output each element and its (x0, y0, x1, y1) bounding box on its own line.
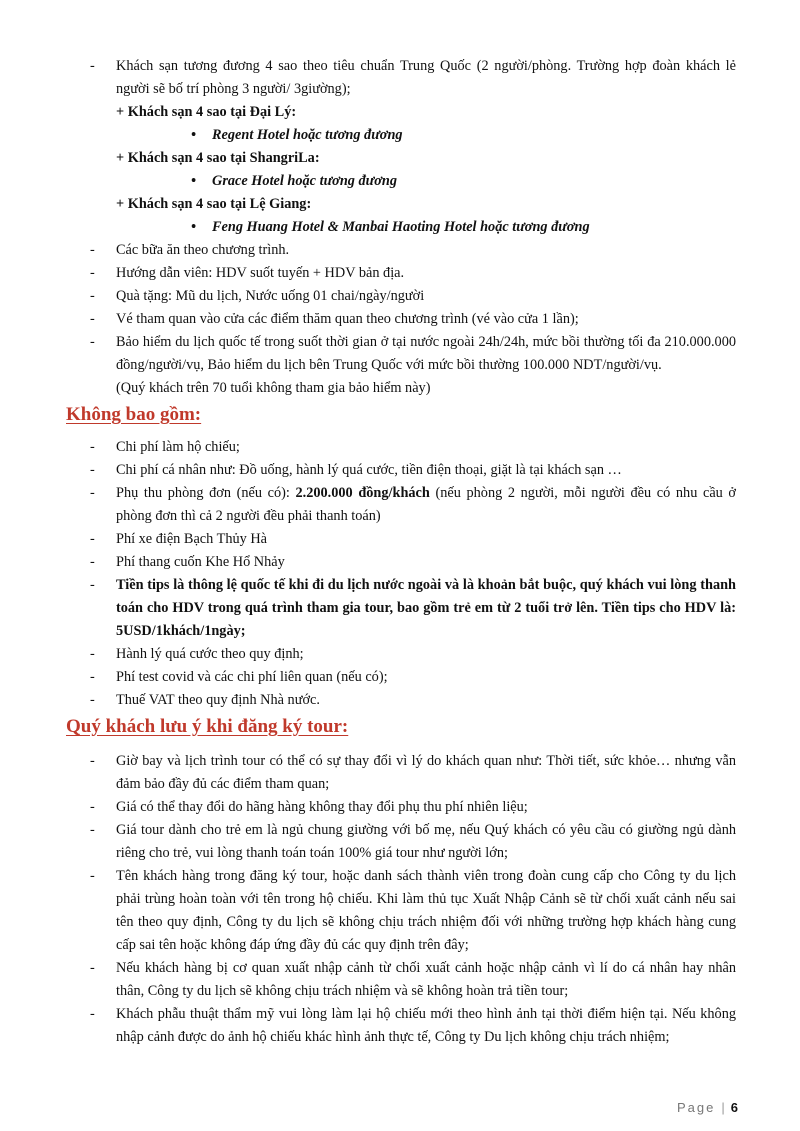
personal-cost-text: Chi phí cá nhân như: Đồ uống, hành lý quá cước, tiền điện thoại, giặt là tại khách sạn … (116, 462, 622, 478)
list-item (0, 750, 800, 796)
dash-bullet: - (90, 462, 95, 478)
list-item (0, 666, 800, 689)
dash-bullet: - (90, 799, 95, 815)
hotel-bullet (0, 216, 800, 239)
list-item (0, 262, 800, 285)
list-item (0, 55, 800, 101)
hotel-group-title: + Khách sạn 4 sao tại Đại Lý: (116, 104, 297, 120)
list-item (0, 528, 800, 551)
bullet-dot-icon: • (191, 127, 197, 143)
dash-bullet: - (90, 265, 95, 281)
excluded-heading: Không bao gồm: (66, 404, 202, 425)
dash-bullet: - (90, 288, 95, 304)
excess-baggage-text: Hành lý quá cước theo quy định; (116, 646, 304, 662)
list-item (0, 957, 800, 1003)
page-label: Page (677, 1100, 716, 1115)
list-item (0, 459, 800, 482)
note-text: Tên khách hàng trong đăng ký tour, hoặc danh sách thành viên trong đoàn cung cấp cho Công ty du lịch phải trùng hoàn toàn với tên trong hộ chiếu. Khi làm thủ tục Xuất Nhập Cảnh sẽ từ chối xuất cảnh nếu sai tên theo quy định, Công ty du lịch sẽ không chịu trách nhiệm đối với những trường hợp khách hàng cung cấp sai tên hoặc không đáp ứng đầy đủ các quy định trên đây; (116, 868, 736, 953)
insurance-note: (Quý khách trên 70 tuổi không tham gia bảo hiểm này) (116, 380, 431, 396)
dash-bullet: - (90, 868, 95, 884)
dash-bullet: - (90, 439, 95, 455)
note-text: Nếu khách hàng bị cơ quan xuất nhập cảnh từ chối xuất cảnh hoặc nhập cảnh vì lí do cá nhân hay nhân thân, Công ty du lịch sẽ không chịu trách nhiệm và sẽ không hoàn trả tiền tour; (116, 960, 736, 999)
dash-bullet: - (90, 753, 95, 769)
electric-car-fee-text: Phí xe điện Bạch Thủy Hà (116, 531, 268, 547)
list-item (0, 551, 800, 574)
dash-bullet: - (90, 646, 95, 662)
dash-bullet: - (90, 242, 95, 258)
list-item (0, 689, 800, 712)
hotel-name: Feng Huang Hotel & Manbai Haoting Hotel hoặc tương đương (212, 219, 590, 235)
bullet-dot-icon: • (191, 173, 197, 189)
hotel-name: Grace Hotel hoặc tương đương (212, 173, 397, 189)
note-text: Giờ bay và lịch trình tour có thể có sự thay đổi vì lý do khách quan như: Thời tiết, sức khỏe… nhưng vẫn đảm bảo đầy đủ các điểm tham quan; (116, 753, 736, 792)
escalator-fee-text: Phí thang cuốn Khe Hổ Nhảy (116, 554, 285, 570)
list-item (0, 331, 800, 377)
hotel-group-title: + Khách sạn 4 sao tại ShangriLa: (116, 150, 320, 166)
insurance-text: Bảo hiểm du lịch quốc tế trong suốt thời gian ở tại nước ngoài 24h/24h, mức bồi thường tối đa 210.000.000 đồng/người/vụ, Bảo hiểm du lịch bên Trung Quốc với mức bồi thường 100.000 NDT/người/vụ. (116, 334, 736, 373)
list-item (0, 796, 800, 819)
note-text: Giá có thể thay đổi do hãng hàng không thay đổi phụ thu phí nhiên liệu; (116, 799, 528, 815)
list-item (0, 285, 800, 308)
page-separator: | (721, 1100, 725, 1115)
list-item (0, 308, 800, 331)
single-room-text (116, 482, 736, 528)
excluded-list (0, 436, 800, 712)
vat-text: Thuế VAT theo quy định Nhà nước. (116, 692, 320, 708)
list-item (0, 482, 800, 528)
bullet-dot-icon: • (191, 219, 197, 235)
dash-bullet: - (90, 334, 95, 350)
dash-bullet: - (90, 311, 95, 327)
list-item (0, 436, 800, 459)
note-text: Giá tour dành cho trẻ em là ngủ chung giường với bố mẹ, nếu Quý khách có yêu cầu có giường ngủ dành riêng cho trẻ, vui lòng thanh toán toán 100% giá tour như người lớn; (116, 822, 736, 861)
guide-text: Hướng dẫn viên: HDV suốt tuyến + HDV bản địa. (116, 265, 405, 281)
single-room-price: 2.200.000 đồng/khách (295, 485, 430, 501)
hotel-group-title: + Khách sạn 4 sao tại Lệ Giang: (116, 196, 312, 212)
list-item (0, 574, 800, 643)
dash-bullet: - (90, 554, 95, 570)
hotel-standard-text: Khách sạn tương đương 4 sao theo tiêu chuẩn Trung Quốc (2 người/phòng. Trường hợp đoàn khách lẻ người sẽ bố trí phòng 3 người/ 3giường); (116, 58, 736, 97)
single-room-detail: (nếu phòng 2 người, mỗi người đều có nhu cầu ở phòng đơn thì cả 2 người đều phải thanh toán) (116, 485, 736, 524)
notes-list (0, 750, 800, 1049)
page-number: 6 (730, 1100, 738, 1115)
dash-bullet: - (90, 485, 95, 501)
notes-heading: Quý khách lưu ý khi đăng ký tour: (66, 716, 349, 737)
list-item (0, 239, 800, 262)
dash-bullet: - (90, 960, 95, 976)
dash-bullet: - (90, 692, 95, 708)
list-item (0, 865, 800, 957)
dash-bullet: - (90, 1006, 95, 1022)
list-item (0, 819, 800, 865)
note-text: Khách phẫu thuật thẩm mỹ vui lòng làm lại hộ chiếu mới theo hình ảnh tại thời điểm hiện tại. Nếu không nhập cảnh được do ảnh hộ chiếu khác hình ảnh thực tế, Công ty Du lịch không chịu trách nhiệm; (116, 1006, 736, 1045)
tips-text: Tiền tips là thông lệ quốc tế khi đi du lịch nước ngoài và là khoản bắt buộc, quý khách vui lòng thanh toán cho HDV trong quá trình tham gia tour, bao gồm trẻ em từ 2 tuổi trở lên. Tiền tips cho HDV là: 5USD/1khách/1ngày; (116, 577, 736, 639)
dash-bullet: - (90, 669, 95, 685)
meals-text: Các bữa ăn theo chương trình. (116, 242, 290, 258)
hotel-bullet (0, 124, 800, 147)
single-room-label: Phụ thu phòng đơn (nếu có): (116, 485, 296, 501)
dash-bullet: - (90, 822, 95, 838)
dash-bullet: - (90, 531, 95, 547)
dash-bullet: - (90, 58, 95, 74)
covid-test-text: Phí test covid và các chi phí liên quan (nếu có); (116, 669, 388, 685)
hotel-bullet (0, 170, 800, 193)
tickets-text: Vé tham quan vào cửa các điểm thăm quan theo chương trình (vé vào cửa 1 lần); (116, 311, 579, 327)
page-footer (677, 1100, 738, 1115)
hotel-name: Regent Hotel hoặc tương đương (212, 127, 403, 143)
dash-bullet: - (90, 577, 95, 593)
gifts-text: Quà tặng: Mũ du lịch, Nước uống 01 chai/ngày/người (116, 288, 425, 304)
list-item (0, 643, 800, 666)
list-item (0, 1003, 800, 1049)
passport-fee-text: Chi phí làm hộ chiếu; (116, 439, 240, 455)
included-list (0, 55, 800, 400)
